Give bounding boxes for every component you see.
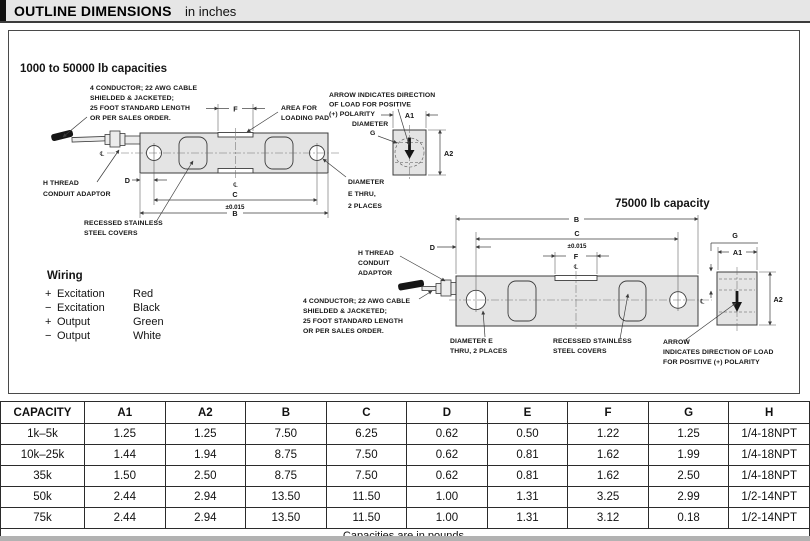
table-cell: 2.44 bbox=[85, 508, 166, 529]
diameter-g-label: DIAMETER bbox=[352, 121, 389, 128]
diameter-g-label: G bbox=[370, 130, 376, 137]
table-cell: 0.81 bbox=[487, 466, 568, 487]
recessed-covers-label: STEEL COVERS bbox=[553, 348, 607, 355]
wiring-color: White bbox=[133, 330, 162, 342]
wiring-sign: + bbox=[45, 316, 52, 328]
table-cell: 2.50 bbox=[648, 466, 729, 487]
table-cell: 2.99 bbox=[648, 487, 729, 508]
h-thread-label: H THREAD bbox=[43, 180, 79, 187]
section-header bbox=[0, 0, 810, 23]
centerline-symbol: ℄ bbox=[99, 150, 105, 158]
column-header: H bbox=[729, 402, 810, 424]
section-title: OUTLINE DIMENSIONS bbox=[14, 3, 172, 19]
table-cell: 1.99 bbox=[648, 445, 729, 466]
table-cell: 1k–5k bbox=[1, 424, 85, 445]
recessed-covers-label: STEEL COVERS bbox=[84, 230, 138, 237]
bottom-section-strip bbox=[0, 536, 810, 541]
table-row bbox=[1, 466, 810, 487]
drawing-1000-50000 bbox=[20, 63, 453, 237]
wiring-sign: − bbox=[45, 302, 52, 314]
dim-label-c: C bbox=[232, 190, 238, 199]
cable-note: SHIELDED & JACKETED; bbox=[90, 95, 174, 102]
h-thread-label: ADAPTOR bbox=[358, 270, 393, 277]
table-cell: 1/2-14NPT bbox=[729, 508, 810, 529]
drawing-75000 bbox=[303, 198, 783, 366]
cable-note: 25 FOOT STANDARD LENGTH bbox=[90, 105, 190, 112]
wiring-color: Green bbox=[133, 316, 164, 328]
table-cell: 3.12 bbox=[568, 508, 649, 529]
h-thread-label: CONDUIT ADAPTOR bbox=[43, 191, 111, 198]
table-cell: 1.94 bbox=[165, 445, 246, 466]
table-cell: 1.31 bbox=[487, 487, 568, 508]
wiring-table bbox=[45, 270, 164, 342]
dim-label-f: F bbox=[233, 104, 238, 114]
table-body bbox=[1, 424, 810, 529]
centerline-symbol: ℄ bbox=[700, 297, 705, 306]
dim-label-d: D bbox=[124, 176, 130, 185]
wiring-color: Black bbox=[133, 302, 160, 314]
wiring-sign: + bbox=[45, 288, 52, 300]
cable-note: 4 CONDUCTOR; 22 AWG CABLE bbox=[303, 298, 411, 305]
end-view-1 bbox=[381, 111, 453, 181]
dim-label-g: G bbox=[732, 231, 738, 240]
table-cell: 1.25 bbox=[165, 424, 246, 445]
table-cell: 1/2-14NPT bbox=[729, 487, 810, 508]
dim-label-c: C bbox=[574, 229, 580, 238]
table-cell: 1.62 bbox=[568, 445, 649, 466]
wiring-name: Excitation bbox=[57, 302, 105, 314]
load-direction-note: OF LOAD FOR POSITIVE bbox=[329, 101, 412, 109]
drawing2-title: 75000 lb capacity bbox=[615, 198, 710, 210]
cable-note: 25 FOOT STANDARD LENGTH bbox=[303, 318, 403, 325]
table-cell: 1.50 bbox=[85, 466, 166, 487]
dim-label-a2: A2 bbox=[773, 295, 783, 304]
table-row bbox=[1, 487, 810, 508]
column-header: F bbox=[568, 402, 649, 424]
section-subtitle: in inches bbox=[185, 4, 237, 19]
table-cell: 1.22 bbox=[568, 424, 649, 445]
table-cell: 8.75 bbox=[246, 445, 327, 466]
cable-note: SHIELDED & JACKETED; bbox=[303, 308, 387, 315]
table-cell: 35k bbox=[1, 466, 85, 487]
drawing1-title: 1000 to 50000 lb capacities bbox=[20, 63, 168, 75]
table-cell: 7.50 bbox=[246, 424, 327, 445]
table-cell: 1.25 bbox=[85, 424, 166, 445]
table-cell: 11.50 bbox=[326, 508, 407, 529]
table-cell: 2.50 bbox=[165, 466, 246, 487]
table-cell: 1.00 bbox=[407, 487, 488, 508]
dim-label-d: D bbox=[429, 243, 435, 252]
table-cell: 7.50 bbox=[326, 466, 407, 487]
table-cell: 0.62 bbox=[407, 445, 488, 466]
wiring-color: Red bbox=[133, 288, 154, 300]
load-direction-note: ARROW INDICATES DIRECTION bbox=[329, 92, 436, 99]
table-cell: 2.44 bbox=[85, 487, 166, 508]
outline-drawings-svg bbox=[9, 31, 799, 393]
diameter-e-label: 2 PLACES bbox=[348, 203, 383, 210]
load-direction-note: INDICATES DIRECTION OF LOAD bbox=[663, 349, 774, 356]
table-cell: 8.75 bbox=[246, 466, 327, 487]
recessed-covers-label: RECESSED STAINLESS bbox=[84, 220, 163, 227]
diameter-e-label: DIAMETER bbox=[348, 179, 385, 186]
table-cell: 1/4-18NPT bbox=[729, 466, 810, 487]
table-cell: 3.25 bbox=[568, 487, 649, 508]
header-left-block bbox=[0, 0, 6, 21]
dim-label-b: B bbox=[573, 215, 580, 224]
table-cell: 1/4-18NPT bbox=[729, 424, 810, 445]
wiring-name: Excitation bbox=[57, 288, 105, 300]
table-cell: 11.50 bbox=[326, 487, 407, 508]
column-header: G bbox=[648, 402, 729, 424]
table-cell: 1.00 bbox=[407, 508, 488, 529]
dim-d-2 bbox=[430, 243, 491, 252]
table-cell: 0.50 bbox=[487, 424, 568, 445]
column-header: A1 bbox=[85, 402, 166, 424]
end-view-2 bbox=[711, 231, 783, 332]
dim-label-a1: A1 bbox=[404, 111, 415, 120]
table-cell: 7.50 bbox=[326, 445, 407, 466]
load-direction-note: ARROW bbox=[663, 339, 690, 346]
load-direction-note: (+) POLARITY bbox=[329, 111, 375, 118]
table-cell: 0.62 bbox=[407, 424, 488, 445]
column-header: D bbox=[407, 402, 488, 424]
area-loading-pad-label: LOADING PAD bbox=[281, 115, 330, 122]
loadcell-body-2 bbox=[456, 276, 698, 326]
table-cell: 0.81 bbox=[487, 445, 568, 466]
table-cell: 0.18 bbox=[648, 508, 729, 529]
table-cell: 1.31 bbox=[487, 508, 568, 529]
dim-label-a2: A2 bbox=[444, 149, 454, 158]
table-row bbox=[1, 508, 810, 529]
dim-label-c-tol: ±0.015 bbox=[567, 243, 587, 250]
dim-f-1 bbox=[206, 104, 265, 131]
column-header: CAPACITY bbox=[1, 402, 85, 424]
dimensions-table bbox=[0, 401, 810, 541]
wiring-name: Output bbox=[57, 316, 91, 328]
centerline-symbol: ℄ bbox=[573, 263, 579, 271]
column-header: E bbox=[487, 402, 568, 424]
table-header-row bbox=[1, 402, 810, 424]
area-loading-pad-label: AREA FOR bbox=[281, 105, 318, 112]
dim-label-b: B bbox=[232, 209, 238, 218]
table-cell: 1/4-18NPT bbox=[729, 445, 810, 466]
cable-note: OR PER SALES ORDER. bbox=[90, 115, 171, 122]
cable-assembly-2 bbox=[398, 279, 456, 296]
wiring-name: Output bbox=[57, 330, 91, 342]
table-cell: 1.25 bbox=[648, 424, 729, 445]
column-header: B bbox=[246, 402, 327, 424]
dim-label-a1: A1 bbox=[732, 248, 743, 257]
column-header: C bbox=[326, 402, 407, 424]
diameter-e-label: DIAMETER E bbox=[450, 338, 493, 345]
h-thread-label: CONDUIT bbox=[358, 260, 390, 267]
table-cell: 13.50 bbox=[246, 487, 327, 508]
cable-assembly-1 bbox=[51, 129, 140, 147]
cable-note: 4 CONDUCTOR; 22 AWG CABLE bbox=[90, 85, 198, 92]
table-cell: 0.62 bbox=[407, 466, 488, 487]
dim-b-2 bbox=[456, 215, 698, 224]
table-cell: 1.44 bbox=[85, 445, 166, 466]
table-cell: 2.94 bbox=[165, 487, 246, 508]
recessed-covers-label: RECESSED STAINLESS bbox=[553, 338, 632, 345]
dim-label-f: F bbox=[573, 252, 579, 261]
cable-note: OR PER SALES ORDER. bbox=[303, 328, 384, 335]
centerline-symbol: ℄ bbox=[233, 181, 238, 189]
table-cell: 10k–25k bbox=[1, 445, 85, 466]
diameter-e-label: THRU, 2 PLACES bbox=[450, 348, 508, 355]
table-cell: 1.62 bbox=[568, 466, 649, 487]
wiring-title: Wiring bbox=[47, 270, 83, 282]
table-row bbox=[1, 424, 810, 445]
table-cell: 2.94 bbox=[165, 508, 246, 529]
wiring-sign: − bbox=[45, 330, 52, 342]
diameter-e-label: E THRU, bbox=[348, 191, 376, 198]
outline-drawing-panel bbox=[8, 30, 800, 394]
dim-c-1 bbox=[154, 190, 317, 211]
table-cell: 13.50 bbox=[246, 508, 327, 529]
table-cell: 50k bbox=[1, 487, 85, 508]
table-cell: 6.25 bbox=[326, 424, 407, 445]
h-thread-label: H THREAD bbox=[358, 250, 394, 257]
dim-label-c-tol: ±0.015 bbox=[225, 204, 245, 211]
table-cell: 75k bbox=[1, 508, 85, 529]
dim-c-2 bbox=[476, 229, 678, 250]
column-header: A2 bbox=[165, 402, 246, 424]
dim-d-1 bbox=[125, 174, 167, 218]
table-row bbox=[1, 445, 810, 466]
load-direction-note: FOR POSITIVE (+) POLARITY bbox=[663, 359, 760, 366]
